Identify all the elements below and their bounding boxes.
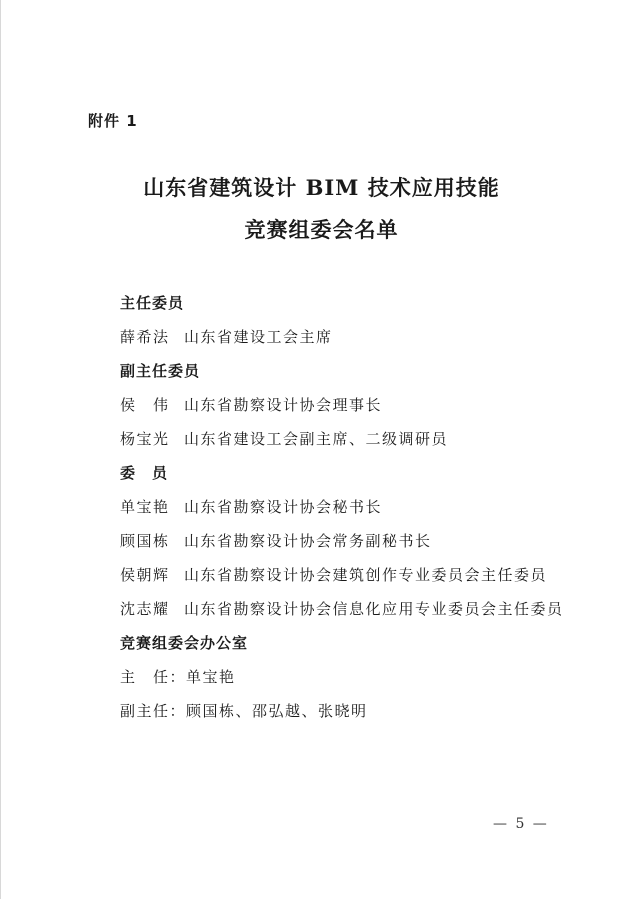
member-name: 侯 伟 bbox=[120, 396, 170, 414]
office-vice-line: 副主任：顾国栋、邵弘越、张晓明 bbox=[120, 702, 368, 720]
member-name: 沈志耀 bbox=[120, 600, 170, 618]
member-row bbox=[120, 530, 432, 551]
member-row bbox=[120, 564, 547, 585]
member-row bbox=[120, 598, 564, 619]
member-role: 山东省勘察设计协会秘书长 bbox=[184, 498, 383, 516]
member-role: 山东省勘察设计协会理事长 bbox=[184, 396, 383, 414]
member-role: 山东省勘察设计协会常务副秘书长 bbox=[184, 532, 432, 550]
member-row bbox=[120, 496, 382, 517]
document-title-line-1: 山东省建筑设计 BIM 技术应用技能 bbox=[143, 175, 500, 200]
member-name: 顾国栋 bbox=[120, 532, 170, 550]
member-role: 山东省建设工会副主席、二级调研员 bbox=[184, 430, 449, 448]
member-name: 单宝艳 bbox=[120, 498, 170, 516]
member-role: 山东省建设工会主席 bbox=[184, 328, 333, 346]
section-heading-vice-director: 副主任委员 bbox=[120, 362, 201, 380]
page-number: — 5 — bbox=[493, 816, 549, 832]
member-role: 山东省勘察设计协会建筑创作专业委员会主任委员 bbox=[184, 566, 548, 584]
document-title-line-2: 竞赛组委会名单 bbox=[244, 217, 399, 242]
attachment-label: 附件 1 bbox=[88, 112, 138, 130]
office-director-line: 主 任：单宝艳 bbox=[120, 668, 236, 686]
member-name: 侯朝辉 bbox=[120, 566, 170, 584]
member-name: 杨宝光 bbox=[120, 430, 170, 448]
member-role: 山东省勘察设计协会信息化应用专业委员会主任委员 bbox=[184, 600, 564, 618]
member-row bbox=[120, 394, 382, 415]
section-heading-committee: 委 员 bbox=[120, 464, 169, 482]
section-heading-office: 竞赛组委会办公室 bbox=[120, 634, 249, 652]
member-row bbox=[120, 428, 448, 449]
member-row bbox=[120, 326, 333, 347]
section-heading-director: 主任委员 bbox=[120, 294, 185, 312]
member-name: 薛希法 bbox=[120, 328, 170, 346]
